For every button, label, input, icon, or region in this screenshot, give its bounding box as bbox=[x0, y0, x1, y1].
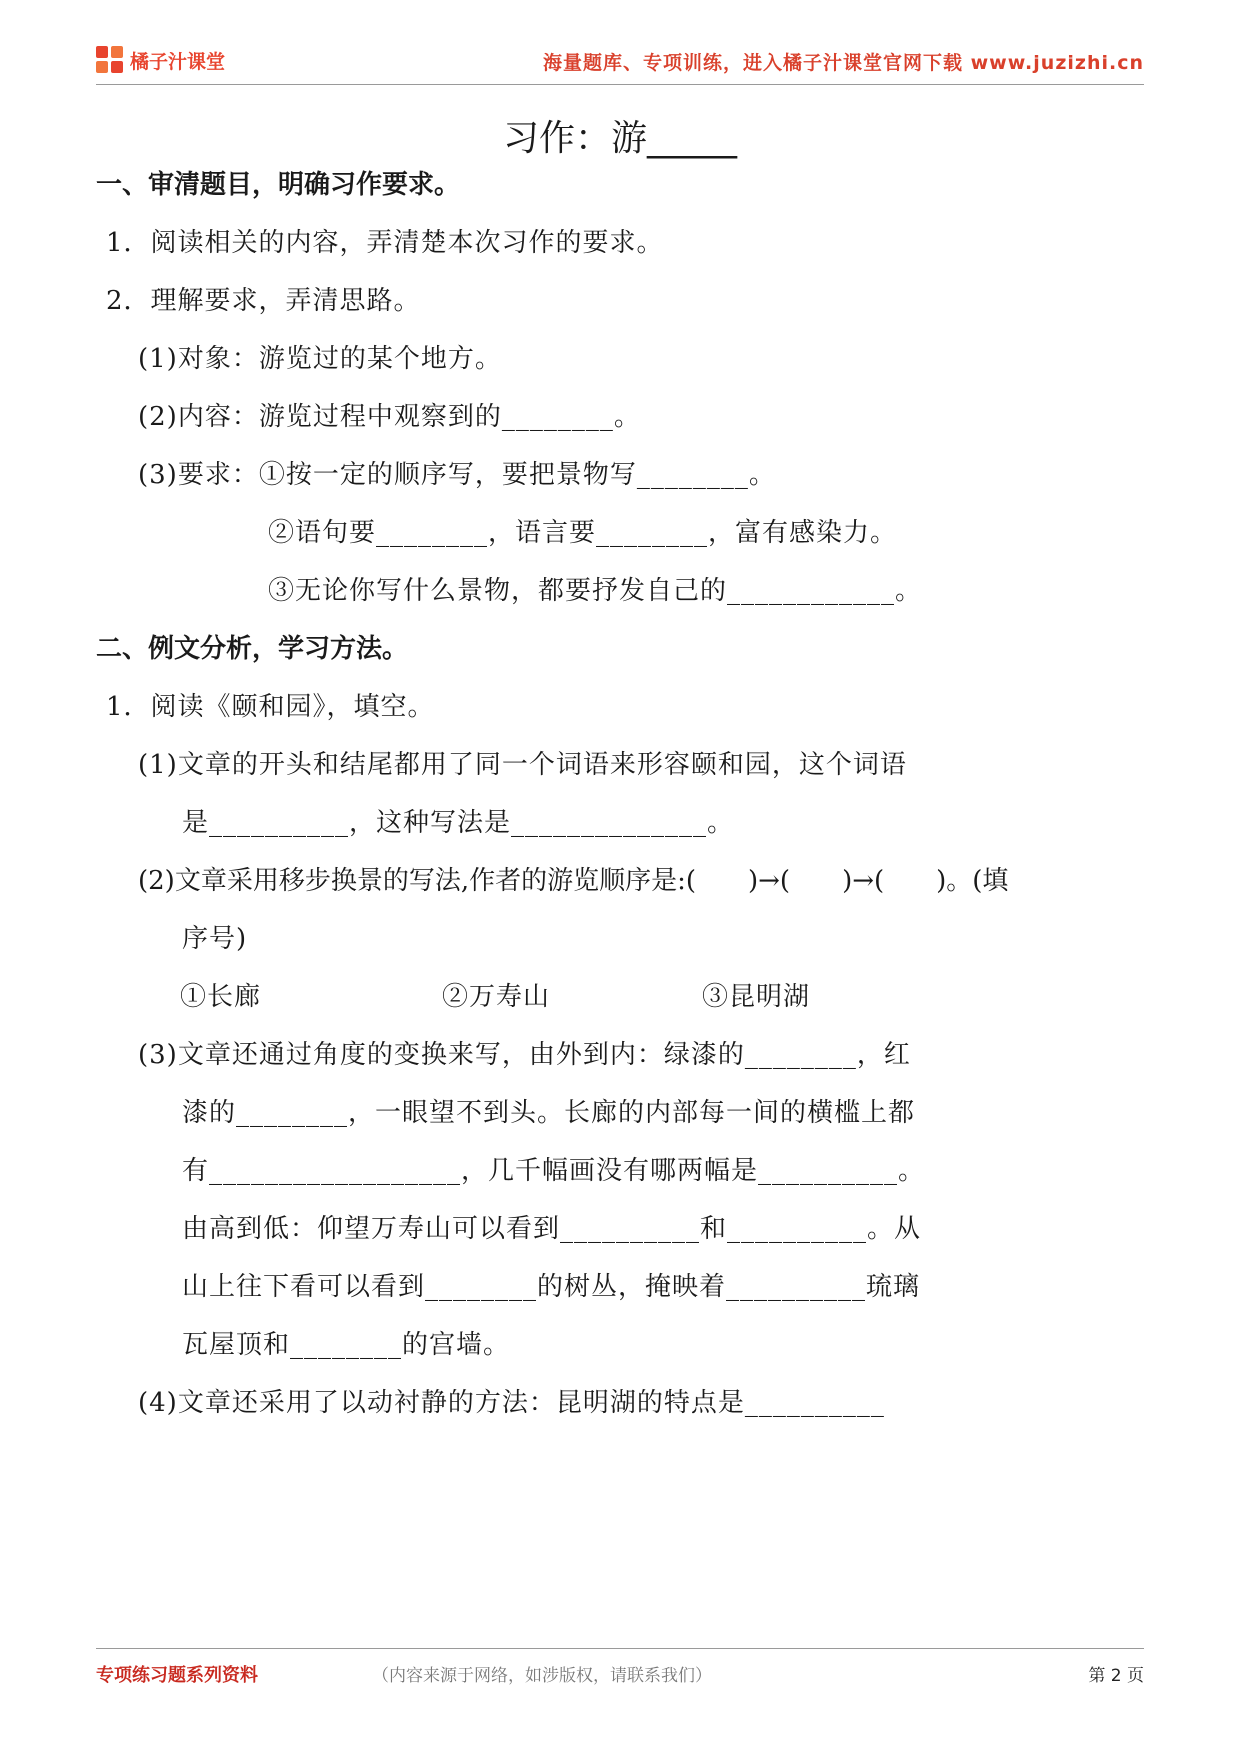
question3-line1: (3)文章还通过角度的变换来写，由外到内：绿漆的________，红 bbox=[138, 1040, 911, 1070]
section1-sub3-c: ③无论你写什么景物，都要抒发自己的____________。 bbox=[268, 576, 923, 606]
question3-line3: 有__________________，几千幅画没有哪两幅是__________。 bbox=[182, 1156, 926, 1186]
option-1: ①长廊 bbox=[180, 982, 262, 1012]
section2-heading: 二、例文分析，学习方法。 bbox=[96, 634, 409, 664]
page-number: 第 2 页 bbox=[1088, 1666, 1144, 1686]
header-slogan: 海量题库、专项训练，进入橘子汁课堂官网下载 www.juzizhi.cn bbox=[543, 52, 1144, 74]
section1-item2: 2．理解要求，弄清思路。 bbox=[106, 286, 421, 316]
header-divider bbox=[96, 84, 1144, 85]
section1-heading: 一、审清题目，明确习作要求。 bbox=[96, 170, 461, 200]
section1-sub3-a: (3)要求：①按一定的顺序写，要把景物写________。 bbox=[138, 460, 776, 490]
section1-sub3-b: ②语句要________，语言要________，富有感染力。 bbox=[268, 518, 898, 548]
brand-logo bbox=[96, 44, 225, 76]
section2-item1: 1．阅读《颐和园》，填空。 bbox=[106, 692, 435, 722]
page-title: 习作：游_____ bbox=[502, 118, 737, 159]
footer-divider bbox=[96, 1648, 1144, 1649]
question3-line6: 瓦屋顶和________的宫墙。 bbox=[182, 1330, 511, 1360]
question1-line1: (1)文章的开头和结尾都用了同一个词语来形容颐和园，这个词语 bbox=[138, 750, 907, 780]
question4-line1: (4)文章还采用了以动衬静的方法：昆明湖的特点是__________ bbox=[138, 1388, 885, 1418]
logo-icon bbox=[96, 46, 124, 74]
option-2: ②万寿山 bbox=[442, 982, 551, 1012]
footer-copyright-note: （内容来源于网络，如涉版权，请联系我们） bbox=[372, 1666, 712, 1686]
question3-line2: 漆的________，一眼望不到头。长廊的内部每一间的横槛上都 bbox=[182, 1098, 916, 1128]
question3-line5: 山上往下看可以看到________的树丛，掩映着__________琉璃 bbox=[182, 1272, 921, 1302]
logo-text: 橘子汁课堂 bbox=[130, 50, 226, 73]
question1-line2: 是__________，这种写法是______________。 bbox=[182, 808, 735, 838]
question2-line1: (2)文章采用移步换景的写法,作者的游览顺序是:( )→( )→( )。(填 bbox=[138, 866, 1009, 896]
section1-sub2: (2)内容：游览过程中观察到的________。 bbox=[138, 402, 641, 432]
section1-item1: 1．阅读相关的内容，弄清楚本次习作的要求。 bbox=[106, 228, 664, 258]
footer-series-label: 专项练习题系列资料 bbox=[96, 1665, 258, 1686]
question2-line2: 序号) bbox=[182, 924, 248, 954]
section1-sub1: (1)对象：游览过的某个地方。 bbox=[138, 344, 502, 374]
option-3: ③昆明湖 bbox=[702, 982, 811, 1012]
question3-line4: 由高到低：仰望万寿山可以看到__________和__________。从 bbox=[182, 1214, 922, 1244]
